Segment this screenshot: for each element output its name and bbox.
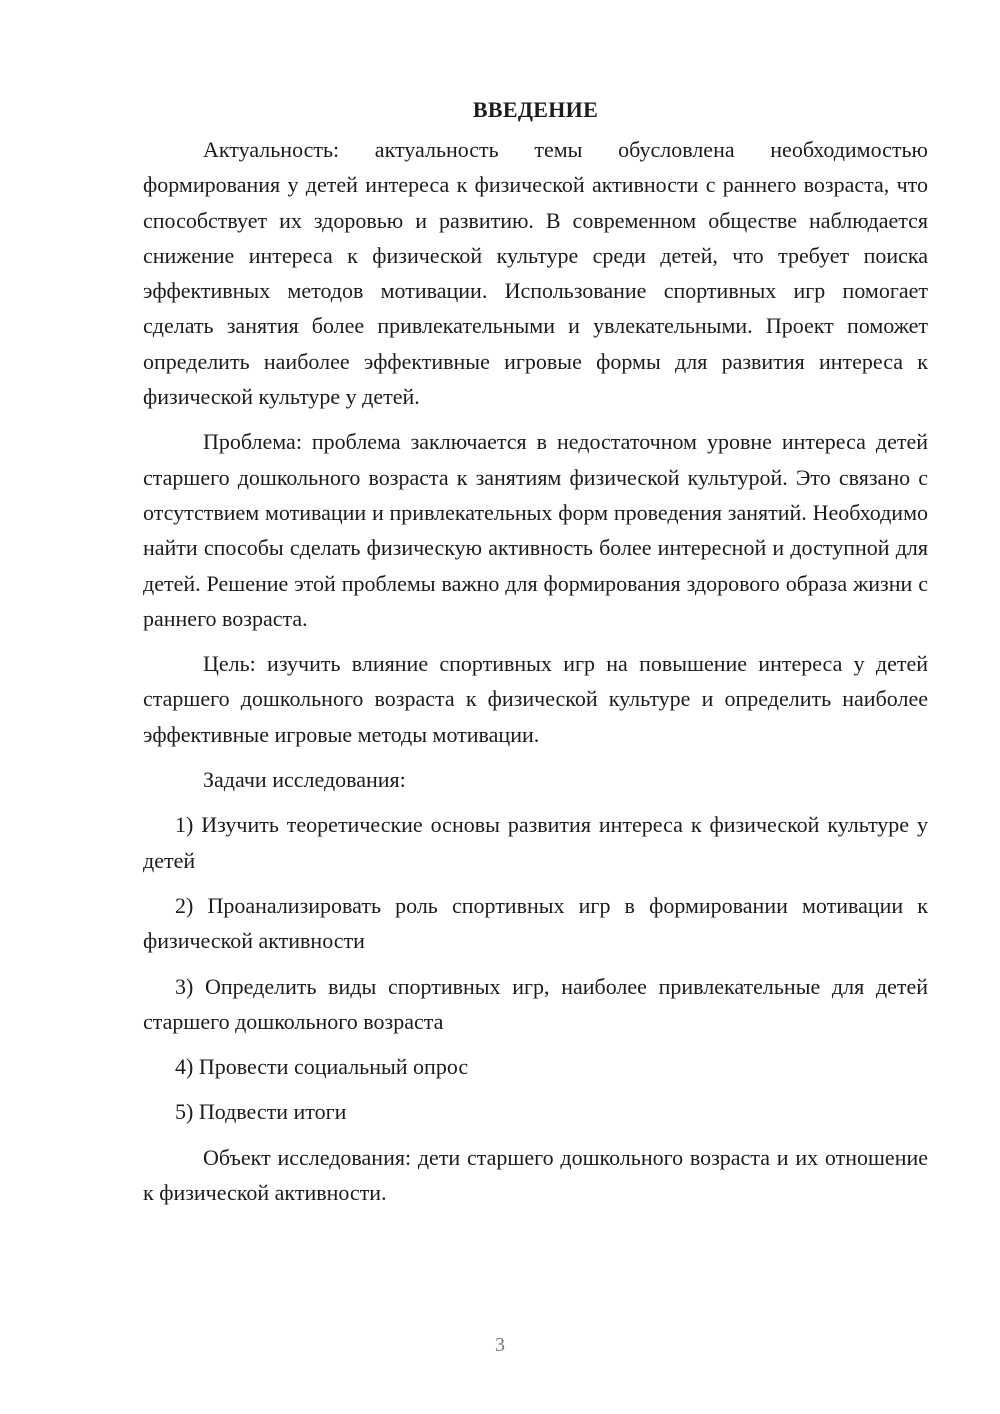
task-item-5: 5) Подвести итоги xyxy=(175,1099,347,1125)
object-paragraph: Объект исследования: дети старшего дошкольного возраста и их отношение к физической активности. xyxy=(143,1144,928,1206)
problem-paragraph: Проблема: проблема заключается в недостаточном уровне интереса детей старшего дошкольного возраста к занятиям физической культурой. Это связано с отсутствием мотивации и привлекательных форм проведения занятий. Необходимо найти способы сделать физическую активность более интересной и доступной для детей. Решение этой проблемы важно для формирования здорового образа жизни с раннего возраста. xyxy=(143,429,928,631)
task-item-1: 1) Изучить теоретические основы развития интереса к физической культуре у детей xyxy=(143,812,928,873)
relevance-paragraph: Актуальность: актуальность темы обусловлена необходимостью формирования у детей интереса к физической активности с раннего возраста, что способствует их здоровью и развитию. В современном обществе наблюдается снижение интереса к физической культуре среди детей, что требует поиска эффективных методов мотивации. Использование спортивных игр помогает сделать занятия более привлекательными и увлекательными. Проект поможет определить наиболее эффективные игровые формы для развития интереса к физической культуре у детей. xyxy=(143,137,928,410)
task-item-3: 3) Определить виды спортивных игр, наиболее привлекательные для детей старшего дошкольного возраста xyxy=(143,973,928,1034)
section-title: ВВЕДЕНИЕ xyxy=(472,97,599,122)
document-page xyxy=(143,95,928,1220)
tasks-heading: Задачи исследования: xyxy=(203,767,406,793)
task-item-4: 4) Провести социальный опрос xyxy=(175,1054,469,1080)
task-item-2: 2) Проанализировать роль спортивных игр в формировании мотивации к физической активности xyxy=(143,892,928,954)
goal-paragraph: Цель: изучить влияние спортивных игр на повышение интереса у детей старшего дошкольного возраста к физической культуре и определить наиболее эффективные игровые методы мотивации. xyxy=(143,651,928,747)
page-number: 3 xyxy=(495,1334,505,1356)
